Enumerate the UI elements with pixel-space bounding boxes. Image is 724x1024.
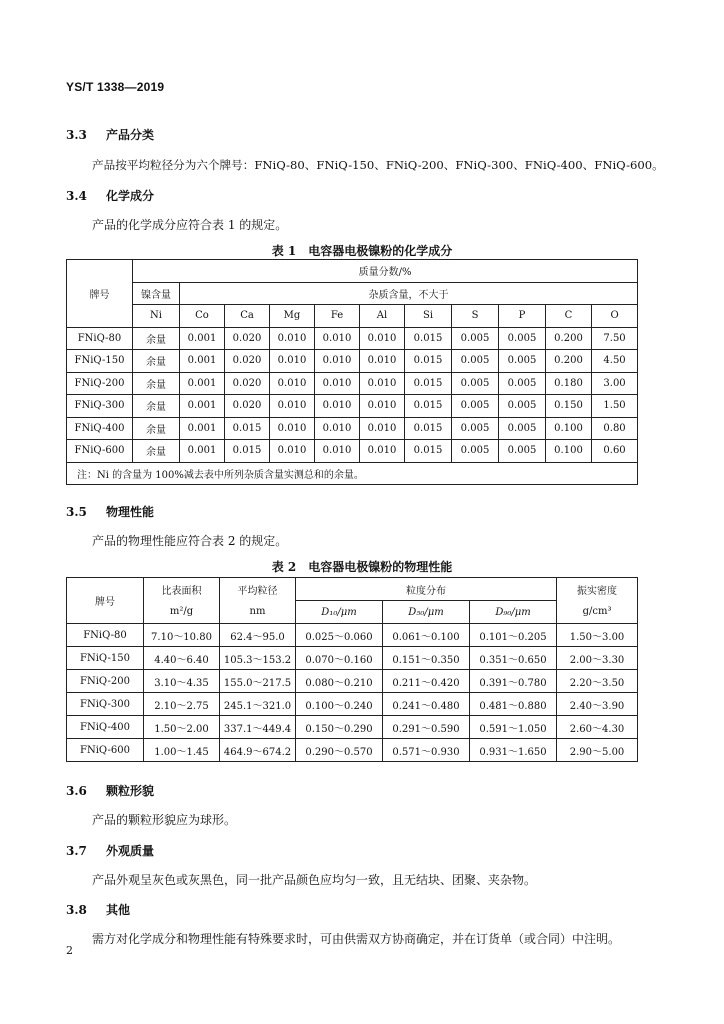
section-3-3-text: 产品按平均粒径分为六个牌号：FNiQ-80、FNiQ-150、FNiQ-200、FNiQ-300、FNiQ-400、FNiQ-600。 [92, 158, 664, 172]
value-cell: 0.150 [546, 395, 592, 418]
value-cell: 0.010 [360, 440, 405, 463]
value-cell: 余量 [133, 327, 180, 350]
value-cell: 0.020 [225, 350, 270, 373]
value-cell: 0.010 [270, 440, 315, 463]
table-row [67, 440, 638, 463]
section-3-8-text: 需方对化学成分和物理性能有特殊要求时，可由供需双方协商确定，并在订货单（或合同）中注明。 [92, 932, 621, 946]
section-number: 3.3 [66, 128, 87, 142]
value-cell: 0.001 [180, 327, 225, 350]
element-header: Mg [270, 305, 315, 328]
value-cell: 0.015 [405, 395, 452, 418]
value-cell: 7.50 [592, 327, 638, 350]
value-cell: 0.005 [499, 417, 546, 440]
value-cell: 0.005 [499, 440, 546, 463]
value-cell: 0.005 [499, 395, 546, 418]
value-cell: 0.010 [315, 417, 360, 440]
section-3-6-text: 产品的颗粒形貌应为球形。 [92, 813, 237, 827]
value-cell: 7.10～10.80 [144, 624, 220, 647]
section-3-5-heading [66, 503, 154, 520]
brand-cell: FNiQ-300 [67, 693, 144, 716]
value-cell: 464.9～674.2 [220, 739, 296, 762]
value-cell: 1.50～3.00 [557, 624, 638, 647]
table-row [67, 670, 638, 693]
value-cell: 0.200 [546, 327, 592, 350]
value-cell: 0.025～0.060 [296, 624, 383, 647]
element-header: Ca [225, 305, 270, 328]
value-cell: 0.015 [405, 350, 452, 373]
value-cell: 0.005 [499, 327, 546, 350]
value-cell: 1.50 [592, 395, 638, 418]
value-cell: 0.005 [452, 440, 499, 463]
section-3-8-heading [66, 901, 130, 918]
table-2-caption: 表 2 电容器电极镍粉的物理性能 [271, 560, 453, 574]
section-3-4-text: 产品的化学成分应符合表 1 的规定。 [92, 218, 288, 232]
section-number: 3.5 [66, 505, 87, 519]
value-cell: 0.015 [405, 440, 452, 463]
document-code: YS/T 1338—2019 [66, 80, 165, 94]
value-cell: 0.005 [452, 327, 499, 350]
element-header: Si [405, 305, 452, 328]
table-row [67, 647, 638, 670]
value-cell: 4.40～6.40 [144, 647, 220, 670]
value-cell: 0.151～0.350 [383, 647, 470, 670]
value-cell: 0.015 [405, 327, 452, 350]
value-cell: 0.010 [315, 350, 360, 373]
header-brand: 牌号 [67, 260, 133, 328]
value-cell: 0.101～0.205 [470, 624, 557, 647]
value-cell: 0.80 [592, 417, 638, 440]
value-cell: 0.150～0.290 [296, 716, 383, 739]
value-cell: 0.010 [315, 440, 360, 463]
brand-cell: FNiQ-200 [67, 372, 133, 395]
table-1-note: 注：Ni 的含量为 100%减去表中所列杂质含量实测总和的余量。 [67, 462, 638, 485]
value-cell: 0.931～1.650 [470, 739, 557, 762]
section-number: 3.7 [66, 844, 87, 858]
value-cell: 0.351～0.650 [470, 647, 557, 670]
element-header: C [546, 305, 592, 328]
value-cell: 0.010 [270, 395, 315, 418]
value-cell: 155.0～217.5 [220, 670, 296, 693]
value-cell: 105.3～153.2 [220, 647, 296, 670]
header-ssa: 比表面积 [144, 578, 220, 601]
section-3-4-heading [66, 187, 154, 204]
value-cell: 0.010 [360, 395, 405, 418]
value-cell: 0.070～0.160 [296, 647, 383, 670]
table-row [67, 716, 638, 739]
header-avg-size: 平均粒径 [220, 578, 296, 601]
value-cell: 0.100～0.240 [296, 693, 383, 716]
value-cell: 余量 [133, 372, 180, 395]
header-brand: 牌号 [67, 578, 144, 624]
brand-cell: FNiQ-600 [67, 440, 133, 463]
chemical-composition-table [66, 259, 638, 485]
brand-cell: FNiQ-80 [67, 624, 144, 647]
value-cell: 余量 [133, 395, 180, 418]
element-header: Ni [133, 305, 180, 328]
value-cell: 0.481～0.880 [470, 693, 557, 716]
header-mass-fraction: 质量分数/% [133, 260, 638, 283]
table-row [67, 417, 638, 440]
value-cell: 0.100 [546, 440, 592, 463]
value-cell: 2.10～2.75 [144, 693, 220, 716]
element-header: Al [360, 305, 405, 328]
value-cell: 0.001 [180, 417, 225, 440]
value-cell: 0.001 [180, 395, 225, 418]
table-row [67, 624, 638, 647]
section-title: 其他 [106, 903, 131, 917]
header-tap-unit: g/cm³ [557, 601, 638, 624]
header-impurity: 杂质含量，不大于 [180, 282, 638, 305]
table-1-caption: 表 1 电容器电极镍粉的化学成分 [271, 244, 453, 258]
value-cell: 0.010 [270, 417, 315, 440]
value-cell: 0.010 [315, 395, 360, 418]
header-tap-density: 振实密度 [557, 578, 638, 601]
value-cell: 3.00 [592, 372, 638, 395]
element-header: O [592, 305, 638, 328]
section-3-6-heading [66, 782, 154, 799]
value-cell: 1.00～1.45 [144, 739, 220, 762]
value-cell: 余量 [133, 350, 180, 373]
physical-properties-table [66, 577, 638, 762]
value-cell: 0.010 [270, 327, 315, 350]
value-cell: 0.241～0.480 [383, 693, 470, 716]
element-header: S [452, 305, 499, 328]
header-d10: D₁₀/μm [296, 601, 383, 624]
section-title: 物理性能 [106, 505, 155, 519]
header-d90: D₉₀/μm [470, 601, 557, 624]
header-ssa-unit: m²/g [144, 601, 220, 624]
value-cell: 0.571～0.930 [383, 739, 470, 762]
section-number: 3.6 [66, 784, 87, 798]
value-cell: 0.020 [225, 327, 270, 350]
value-cell: 0.015 [225, 440, 270, 463]
value-cell: 0.591～1.050 [470, 716, 557, 739]
section-number: 3.4 [66, 189, 87, 203]
element-header: Co [180, 305, 225, 328]
value-cell: 0.005 [499, 372, 546, 395]
page-number: 2 [66, 944, 73, 957]
header-ni-amount: 镍含量 [133, 282, 180, 305]
value-cell: 余量 [133, 417, 180, 440]
value-cell: 余量 [133, 440, 180, 463]
value-cell: 0.291～0.590 [383, 716, 470, 739]
value-cell: 0.391～0.780 [470, 670, 557, 693]
value-cell: 3.10～4.35 [144, 670, 220, 693]
table-row [67, 327, 638, 350]
value-cell: 62.4～95.0 [220, 624, 296, 647]
value-cell: 0.010 [360, 417, 405, 440]
value-cell: 2.40～3.90 [557, 693, 638, 716]
section-number: 3.8 [66, 903, 87, 917]
value-cell: 0.60 [592, 440, 638, 463]
table-row [67, 372, 638, 395]
value-cell: 0.015 [225, 417, 270, 440]
value-cell: 0.020 [225, 395, 270, 418]
table-row [67, 693, 638, 716]
value-cell: 0.010 [360, 372, 405, 395]
header-distribution: 粒度分布 [296, 578, 557, 601]
value-cell: 0.010 [360, 350, 405, 373]
value-cell: 0.290～0.570 [296, 739, 383, 762]
brand-cell: FNiQ-150 [67, 647, 144, 670]
brand-cell: FNiQ-80 [67, 327, 133, 350]
value-cell: 0.005 [499, 350, 546, 373]
value-cell: 0.005 [452, 350, 499, 373]
value-cell: 0.010 [360, 327, 405, 350]
value-cell: 0.200 [546, 350, 592, 373]
value-cell: 0.001 [180, 440, 225, 463]
value-cell: 0.211～0.420 [383, 670, 470, 693]
header-avg-unit: nm [220, 601, 296, 624]
section-title: 化学成分 [106, 189, 155, 203]
value-cell: 0.015 [405, 417, 452, 440]
value-cell: 1.50～2.00 [144, 716, 220, 739]
value-cell: 0.180 [546, 372, 592, 395]
value-cell: 0.061～0.100 [383, 624, 470, 647]
section-3-7-heading [66, 842, 154, 859]
value-cell: 0.010 [315, 327, 360, 350]
section-3-5-text: 产品的物理性能应符合表 2 的规定。 [92, 534, 288, 548]
element-header: Fe [315, 305, 360, 328]
value-cell: 0.001 [180, 372, 225, 395]
value-cell: 245.1～321.0 [220, 693, 296, 716]
value-cell: 0.100 [546, 417, 592, 440]
brand-cell: FNiQ-400 [67, 417, 133, 440]
value-cell: 0.020 [225, 372, 270, 395]
section-title: 产品分类 [106, 128, 155, 142]
value-cell: 0.005 [452, 417, 499, 440]
header-d50: D₅₀/μm [383, 601, 470, 624]
value-cell: 0.010 [270, 350, 315, 373]
section-title: 外观质量 [106, 844, 155, 858]
section-3-7-text: 产品外观呈灰色或灰黑色，同一批产品颜色应均匀一致，且无结块、团聚、夹杂物。 [92, 873, 537, 887]
value-cell: 337.1～449.4 [220, 716, 296, 739]
element-header: P [499, 305, 546, 328]
brand-cell: FNiQ-400 [67, 716, 144, 739]
brand-cell: FNiQ-300 [67, 395, 133, 418]
value-cell: 2.20～3.50 [557, 670, 638, 693]
value-cell: 2.90～5.00 [557, 739, 638, 762]
section-title: 颗粒形貌 [106, 784, 155, 798]
table-row [67, 739, 638, 762]
value-cell: 0.005 [452, 395, 499, 418]
value-cell: 2.60～4.30 [557, 716, 638, 739]
value-cell: 0.010 [270, 372, 315, 395]
table-row [67, 350, 638, 373]
value-cell: 0.080～0.210 [296, 670, 383, 693]
brand-cell: FNiQ-200 [67, 670, 144, 693]
brand-cell: FNiQ-600 [67, 739, 144, 762]
brand-cell: FNiQ-150 [67, 350, 133, 373]
value-cell: 0.010 [315, 372, 360, 395]
value-cell: 0.001 [180, 350, 225, 373]
section-3-3-heading [66, 126, 154, 143]
value-cell: 0.015 [405, 372, 452, 395]
value-cell: 4.50 [592, 350, 638, 373]
table-row [67, 395, 638, 418]
value-cell: 0.005 [452, 372, 499, 395]
value-cell: 2.00～3.30 [557, 647, 638, 670]
